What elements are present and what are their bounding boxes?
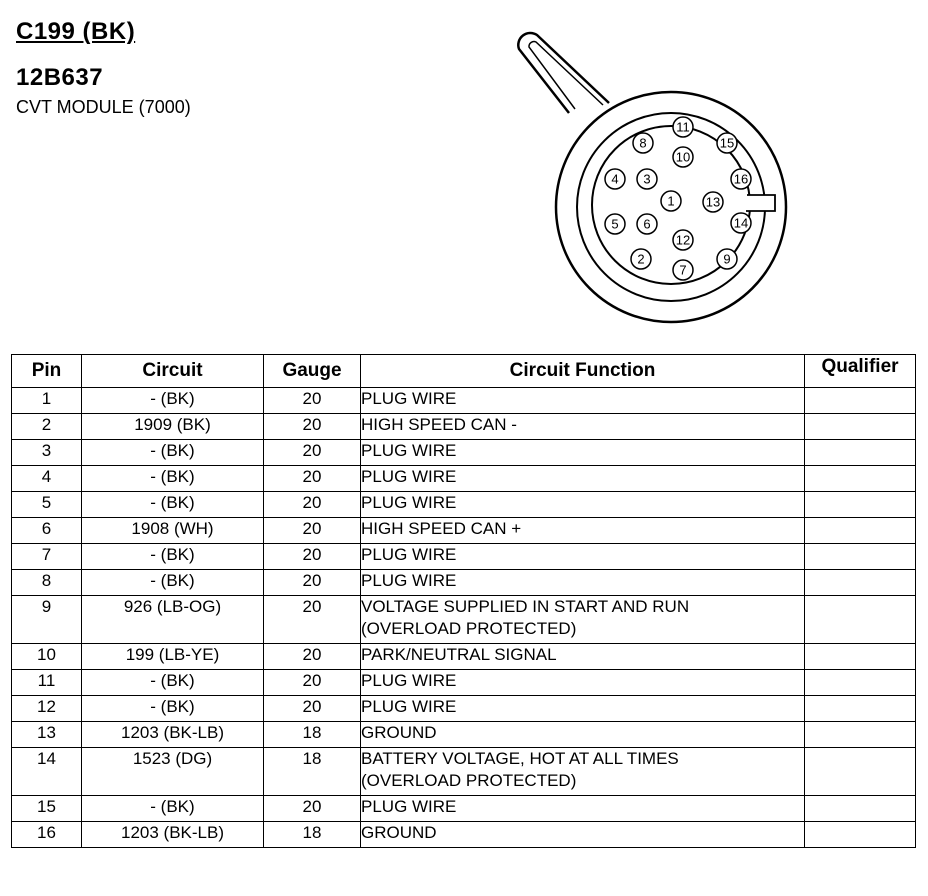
pin-number-cell: 1 [12,388,82,414]
circuit-function-cell [361,492,805,518]
connector-pin-label: 9 [723,251,731,267]
connector-pin [731,213,751,233]
table-row [12,596,916,644]
circuit-cell: 1908 (WH) [82,518,264,544]
pin-number-cell: 11 [12,670,82,696]
circuit-function-cell [361,644,805,670]
table-header-row [12,355,916,388]
gauge-cell: 20 [264,440,361,466]
qualifier-cell [805,388,916,414]
circuit-cell: - (BK) [82,570,264,596]
circuit-function-cell [361,696,805,722]
connector-pin-label: 10 [675,149,691,165]
connector-pin-label: 4 [611,171,619,187]
qualifier-cell [805,518,916,544]
connector-pin [731,169,751,189]
circuit-function-text: PLUG WIRE [361,571,457,590]
pin-number-cell: 8 [12,570,82,596]
pin-number-cell: 2 [12,414,82,440]
table-row [12,748,916,796]
gauge-cell: 20 [264,570,361,596]
connector-id-title: C199 (BK) [16,18,136,45]
connector-pin-label: 16 [733,171,749,187]
circuit-function-cell [361,596,805,644]
circuit-cell: 1203 (BK-LB) [82,722,264,748]
connector-pin-label: 7 [679,262,687,278]
circuit-function-text: PLUG WIRE [361,467,457,486]
qualifier-cell [805,748,916,796]
qualifier-cell [805,466,916,492]
circuit-function-text: PLUG WIRE [361,493,457,512]
pinout-table [11,354,916,848]
circuit-function-cell [361,440,805,466]
connector-pin-label: 1 [667,193,675,209]
circuit-cell: 1203 (BK-LB) [82,822,264,848]
column-header-circuit-function: Circuit Function [361,355,805,388]
table-row [12,796,916,822]
connector-pin [605,214,625,234]
connector-pin [633,133,653,153]
qualifier-cell [805,492,916,518]
circuit-function-text: PLUG WIRE [361,545,457,564]
gauge-cell: 20 [264,492,361,518]
circuit-function-text-line2: (OVERLOAD PROTECTED) [361,771,577,790]
connector-pin-label: 6 [643,216,651,232]
column-header-qualifier: Qualifier [805,355,916,388]
circuit-cell: 1909 (BK) [82,414,264,440]
circuit-function-cell [361,796,805,822]
circuit-function-cell [361,822,805,848]
circuit-function-cell [361,518,805,544]
circuit-function-cell [361,670,805,696]
gauge-cell: 20 [264,670,361,696]
table-row [12,644,916,670]
gauge-cell: 20 [264,596,361,644]
connector-pin-label: 2 [637,251,645,267]
table-row [12,696,916,722]
circuit-cell: 1523 (DG) [82,748,264,796]
qualifier-cell [805,440,916,466]
connector-face-diagram [505,25,815,335]
circuit-cell: - (BK) [82,388,264,414]
circuit-function-cell [361,748,805,796]
circuit-function-text: HIGH SPEED CAN + [361,519,522,538]
pin-number-cell: 6 [12,518,82,544]
circuit-function-text: PARK/NEUTRAL SIGNAL [361,645,557,664]
connector-pin [673,147,693,167]
connector-pin [661,191,681,211]
pin-number-cell: 15 [12,796,82,822]
pin-number-cell: 16 [12,822,82,848]
circuit-cell: - (BK) [82,670,264,696]
gauge-cell: 18 [264,748,361,796]
qualifier-cell [805,544,916,570]
table-row [12,822,916,848]
circuit-function-text: HIGH SPEED CAN - [361,415,517,434]
pin-number-cell: 4 [12,466,82,492]
connector-pin-label: 13 [705,194,721,210]
qualifier-cell [805,414,916,440]
qualifier-cell [805,670,916,696]
part-number: 12B637 [16,64,104,91]
table-row [12,466,916,492]
circuit-function-cell [361,570,805,596]
qualifier-cell [805,570,916,596]
table-row [12,414,916,440]
pin-number-cell: 5 [12,492,82,518]
column-header-pin: Pin [12,355,82,388]
connector-pin [673,260,693,280]
circuit-cell: - (BK) [82,696,264,722]
gauge-cell: 20 [264,696,361,722]
gauge-cell: 18 [264,822,361,848]
connector-pin-label: 8 [639,135,647,151]
circuit-function-cell [361,414,805,440]
gauge-cell: 20 [264,414,361,440]
circuit-cell: - (BK) [82,492,264,518]
connector-pin-label: 11 [676,119,690,135]
circuit-cell: - (BK) [82,466,264,492]
connector-pin [605,169,625,189]
circuit-cell: - (BK) [82,796,264,822]
qualifier-cell [805,796,916,822]
pin-number-cell: 14 [12,748,82,796]
connector-pin-label: 14 [733,215,749,231]
connector-pin [673,117,693,137]
circuit-cell: 199 (LB-YE) [82,644,264,670]
connector-pin [703,192,723,212]
gauge-cell: 20 [264,466,361,492]
circuit-cell: 926 (LB-OG) [82,596,264,644]
gauge-cell: 20 [264,388,361,414]
circuit-function-text: PLUG WIRE [361,389,457,408]
circuit-function-cell [361,722,805,748]
connector-keyway [746,195,775,211]
circuit-function-text: GROUND [361,823,437,842]
module-name: CVT MODULE (7000) [16,97,191,117]
connector-pin-label: 15 [719,135,735,151]
table-row [12,570,916,596]
column-header-circuit: Circuit [82,355,264,388]
table-row [12,518,916,544]
gauge-cell: 20 [264,644,361,670]
connector-pin [637,214,657,234]
qualifier-cell [805,596,916,644]
gauge-cell: 20 [264,544,361,570]
gauge-cell: 20 [264,518,361,544]
connector-pin [673,230,693,250]
connector-pin [631,249,651,269]
qualifier-cell [805,822,916,848]
table-row [12,440,916,466]
circuit-function-cell [361,544,805,570]
pin-number-cell: 13 [12,722,82,748]
pin-number-cell: 10 [12,644,82,670]
column-header-gauge: Gauge [264,355,361,388]
connector-latch-lever [518,33,609,113]
circuit-function-text-line2: (OVERLOAD PROTECTED) [361,619,577,638]
circuit-function-cell [361,388,805,414]
pin-number-cell: 9 [12,596,82,644]
pin-number-cell: 3 [12,440,82,466]
connector-pin-label: 3 [643,171,651,187]
table-row [12,388,916,414]
circuit-cell: - (BK) [82,440,264,466]
circuit-cell: - (BK) [82,544,264,570]
table-row [12,722,916,748]
connector-pin [637,169,657,189]
qualifier-cell [805,722,916,748]
table-row [12,492,916,518]
connector-pin-label: 12 [675,232,691,248]
table-row [12,544,916,570]
connector-pin [717,133,737,153]
gauge-cell: 20 [264,796,361,822]
circuit-function-text: PLUG WIRE [361,671,457,690]
pin-number-cell: 7 [12,544,82,570]
pin-number-cell: 12 [12,696,82,722]
circuit-function-text: PLUG WIRE [361,441,457,460]
circuit-function-text: GROUND [361,723,437,742]
connector-pin-label: 5 [611,216,619,232]
table-row [12,670,916,696]
connector-pin [717,249,737,269]
circuit-function-text: PLUG WIRE [361,697,457,716]
circuit-function-cell [361,466,805,492]
circuit-function-text: BATTERY VOLTAGE, HOT AT ALL TIMES [361,749,679,768]
circuit-function-text: VOLTAGE SUPPLIED IN START AND RUN [361,597,690,616]
qualifier-cell [805,696,916,722]
gauge-cell: 18 [264,722,361,748]
circuit-function-text: PLUG WIRE [361,797,457,816]
qualifier-cell [805,644,916,670]
